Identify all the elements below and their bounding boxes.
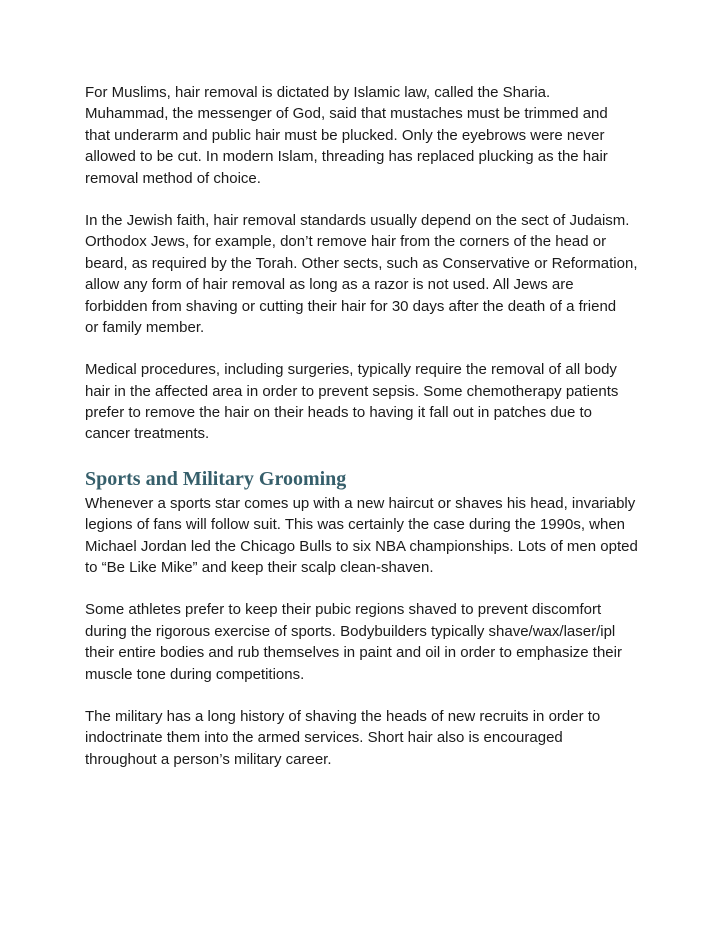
text-line: prefer to remove the hair on their heads to having it fall out in patches due to [85, 404, 592, 422]
text-line: beard, as required by the Torah. Other sects, such as Conservative or Reformation, [85, 254, 638, 272]
text-line: allowed to be cut. In modern Islam, threading has replaced plucking as the hair [85, 148, 608, 166]
text-line: throughout a person’s military career. [85, 750, 332, 768]
section-heading: Sports and Military Grooming [85, 467, 347, 490]
text-line: Michael Jordan led the Chicago Bulls to six NBA championships. Lots of men opted [85, 537, 638, 555]
text-line: Medical procedures, including surgeries, typically require the removal of all body [85, 361, 617, 379]
text-line: removal method of choice. [85, 169, 261, 187]
text-line: allow any form of hair removal as long as a razor is not used. All Jews are [85, 276, 574, 294]
text-line: to “Be Like Mike” and keep their scalp clean-shaven. [85, 559, 434, 577]
text-line: Orthodox Jews, for example, don’t remove hair from the corners of the head or [85, 233, 607, 251]
text-line: cancer treatments. [85, 425, 210, 443]
text-line: their entire bodies and rub themselves in paint and oil in order to emphasize their [85, 644, 622, 662]
paragraph-muslims [85, 82, 655, 189]
text-line: The military has a long history of shaving the heads of new recruits in order to [85, 707, 601, 725]
paragraph-military [85, 706, 655, 770]
text-line: muscle tone during competitions. [85, 665, 305, 683]
text-line: For Muslims, hair removal is dictated by Islamic law, called the Sharia. [85, 84, 551, 101]
text-line: Muhammad, the messenger of God, said that mustaches must be trimmed and [85, 105, 608, 123]
text-line: during the rigorous exercise of sports. Bodybuilders typically shave/wax/laser/ipl [85, 622, 616, 640]
text-line: that underarm and public hair must be plucked. Only the eyebrows were never [85, 126, 605, 144]
text-line: Some athletes prefer to keep their pubic regions shaved to prevent discomfort [85, 601, 602, 619]
document-page [85, 82, 655, 791]
text-line: Whenever a sports star comes up with a new haircut or shaves his head, invariably [85, 494, 636, 512]
paragraph-medical [85, 359, 655, 445]
text-line: indoctrinate them into the armed services. Short hair also is encouraged [85, 729, 563, 747]
paragraph-jewish [85, 210, 655, 338]
text-line: hair in the affected area in order to prevent sepsis. Some chemotherapy patients [85, 382, 619, 400]
text-line: In the Jewish faith, hair removal standards usually depend on the sect of Judaism. [85, 211, 630, 229]
text-line: legions of fans will follow suit. This was certainly the case during the 1990s, when [85, 516, 626, 534]
text-line: forbidden from shaving or cutting their hair for 30 days after the death of a friend [85, 297, 617, 315]
text-line: or family member. [85, 318, 205, 336]
paragraph-sports-star [85, 493, 655, 579]
paragraph-athletes [85, 599, 655, 685]
